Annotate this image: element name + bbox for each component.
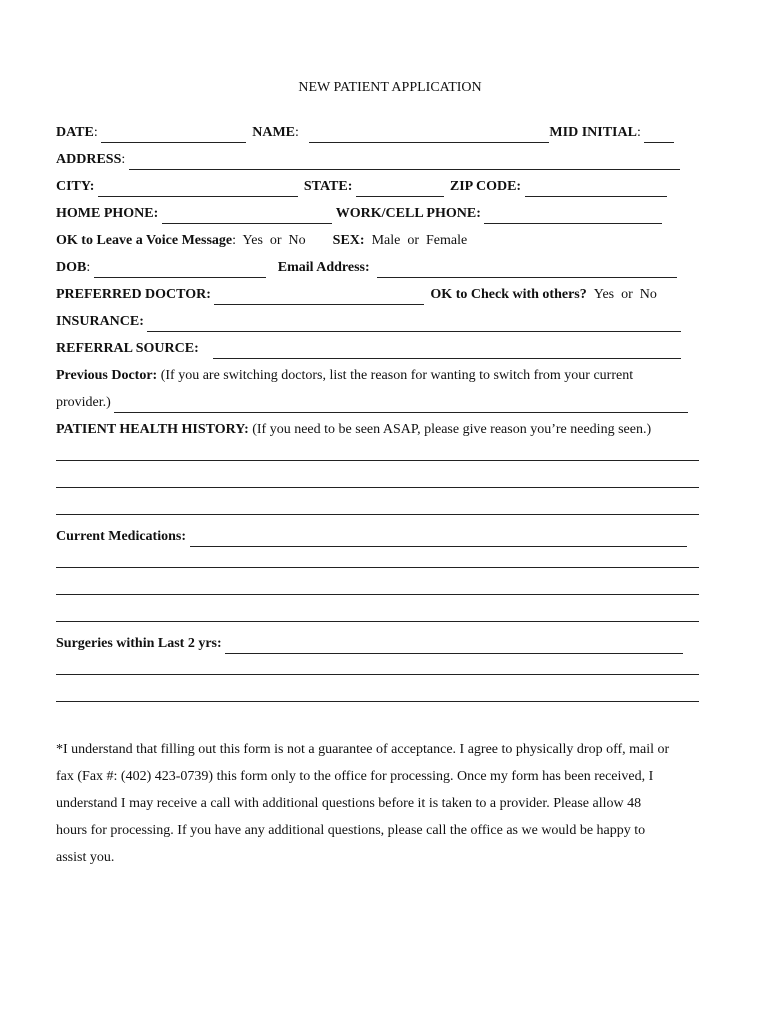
row-preferred-doctor — [56, 285, 710, 305]
insurance-field[interactable] — [147, 317, 681, 332]
disclaimer-line: hours for processing. If you have any additional questions, please call the office as we would be happy to — [56, 823, 646, 838]
sex-label: SEX: — [332, 233, 365, 248]
medications-line-3[interactable] — [56, 621, 699, 622]
email-field[interactable] — [377, 263, 677, 278]
row-surgeries — [56, 634, 710, 654]
row-previous-doctor — [56, 366, 710, 386]
state-label: STATE: — [303, 179, 353, 194]
name-label: NAME — [252, 125, 296, 140]
home-phone-field[interactable] — [162, 209, 332, 224]
previous-doctor-field[interactable] — [114, 398, 688, 413]
surgeries-field[interactable] — [225, 639, 683, 654]
previous-doctor-label: Previous Doctor: — [56, 368, 158, 383]
medications-line-1[interactable] — [56, 567, 699, 568]
check-others-options[interactable]: Yes or No — [593, 287, 657, 302]
row-date-name: DATE : NAME : MID INITIAL : — [56, 123, 710, 143]
surgeries-line-2[interactable] — [56, 701, 699, 702]
referral-field[interactable] — [213, 344, 681, 359]
state-field[interactable] — [356, 182, 444, 197]
voice-message-label: OK to Leave a Voice Message — [56, 233, 233, 248]
dob-field[interactable] — [94, 263, 266, 278]
date-field[interactable] — [101, 128, 246, 143]
row-voice-sex: OK to Leave a Voice Message: Yes or No SEX: Male or Female — [56, 233, 468, 248]
row-health-history — [56, 420, 710, 440]
mid-initial-field[interactable] — [644, 128, 674, 143]
mid-initial-label: MID INITIAL — [549, 125, 637, 140]
disclaimer — [56, 736, 726, 871]
row-insurance — [56, 312, 710, 332]
surgeries-line-1[interactable] — [56, 674, 699, 675]
date-label: DATE — [56, 125, 94, 140]
row-phones — [56, 204, 710, 224]
referral-label: REFERRAL SOURCE: — [56, 341, 199, 356]
surgeries-label: Surgeries within Last 2 yrs: — [56, 636, 222, 651]
check-others-label: OK to Check with others? — [430, 287, 587, 302]
health-history-note: (If you need to be seen ASAP, please give reason you’re needing seen.) — [252, 422, 652, 437]
work-phone-label: WORK/CELL PHONE: — [335, 206, 481, 221]
row-medications — [56, 527, 710, 547]
zip-field[interactable] — [525, 182, 667, 197]
home-phone-label: HOME PHONE: — [56, 206, 159, 221]
health-history-label: PATIENT HEALTH HISTORY: — [56, 422, 249, 437]
name-field[interactable] — [309, 128, 549, 143]
form-title: NEW PATIENT APPLICATION — [298, 80, 482, 95]
work-phone-field[interactable] — [484, 209, 662, 224]
disclaimer-line: assist you. — [56, 850, 115, 865]
health-history-line-2[interactable] — [56, 487, 699, 488]
health-history-line-3[interactable] — [56, 514, 699, 515]
address-label: ADDRESS — [56, 152, 122, 167]
disclaimer-line: *I understand that filling out this form is not a guarantee of acceptance. I agree to physically drop off, mail or — [56, 742, 670, 757]
preferred-doctor-field[interactable] — [214, 290, 424, 305]
address-field[interactable] — [129, 155, 680, 170]
row-city-state-zip — [56, 177, 710, 197]
zip-label: ZIP CODE: — [449, 179, 522, 194]
disclaimer-line: fax (Fax #: (402) 423-0739) this form only to the office for processing. Once my form has been received, I — [56, 769, 654, 784]
dob-label: DOB — [56, 260, 87, 275]
disclaimer-line: understand I may receive a call with additional questions before it is taken to a provider. Please allow 48 — [56, 796, 642, 811]
row-dob-email: DOB : Email Address: — [56, 258, 710, 278]
provider-label: provider.) — [56, 395, 111, 410]
previous-doctor-note: (If you are switching doctors, list the reason for wanting to switch from your current — [160, 368, 634, 383]
insurance-label: INSURANCE: — [56, 314, 144, 329]
row-provider — [56, 393, 710, 413]
row-referral — [56, 339, 710, 359]
row-address: ADDRESS : — [56, 150, 710, 170]
email-label: Email Address: — [277, 260, 370, 275]
medications-field[interactable] — [190, 532, 687, 547]
city-label: CITY: — [56, 179, 95, 194]
preferred-doctor-label: PREFERRED DOCTOR: — [56, 287, 211, 302]
city-field[interactable] — [98, 182, 298, 197]
voice-message-options[interactable]: Yes or No — [242, 233, 306, 248]
health-history-line-1[interactable] — [56, 460, 699, 461]
medications-line-2[interactable] — [56, 594, 699, 595]
medications-label: Current Medications: — [56, 529, 186, 544]
sex-options[interactable]: Male or Female — [371, 233, 468, 248]
